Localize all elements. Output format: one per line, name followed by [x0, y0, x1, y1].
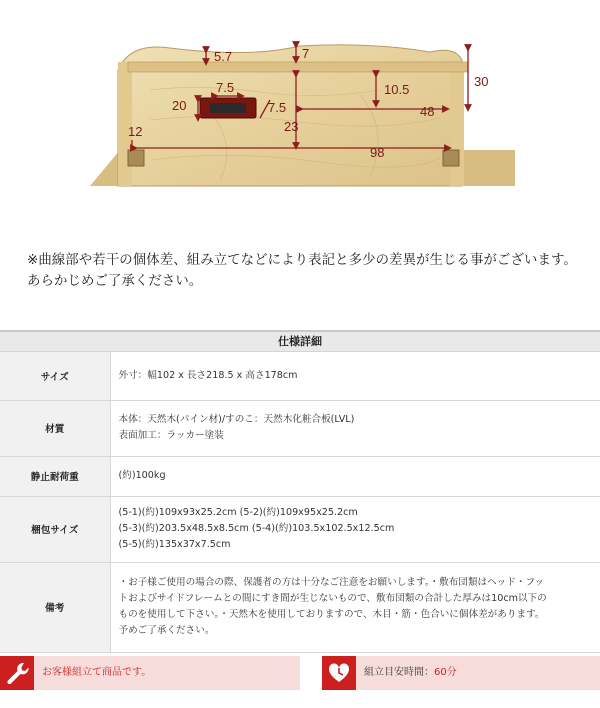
dimension-diagram: [0, 0, 600, 192]
right-post: [450, 62, 464, 186]
bracket-right: [443, 150, 459, 166]
spec-label-package: 梱包サイズ: [0, 496, 110, 562]
package-line: (5-3)(約)203.5x48.5x8.5cm (5-4)(約)103.5x102.5x12.5cm: [118, 523, 395, 534]
headboard-illustration: [0, 0, 600, 192]
spec-value-load: (約)100kg: [110, 456, 600, 496]
remarks-line: 予めご了承ください。: [118, 625, 215, 636]
spec-grid: [0, 352, 600, 653]
spec-row-load: [0, 456, 600, 496]
spec-label-size: サイズ: [0, 352, 110, 400]
remarks-line: ものを使用して下さい。・天然木を使用しておりますので、木目・筋・色合いに個体差があります。: [118, 609, 545, 620]
dim-shelf-top: 7: [302, 46, 310, 61]
spec-value-material: [110, 400, 600, 456]
variance-note: [27, 250, 587, 292]
assembly-time-value: 60分: [434, 667, 457, 678]
remarks-line: トおよびサイドフレームとの間にすき間が生じないもので、敷布団類の合計した厚みは10cm以下の: [118, 593, 547, 604]
package-line: (5-5)(約)135x37x7.5cm: [118, 539, 231, 550]
spec-row-material: [0, 400, 600, 456]
dim-post-width: 12: [128, 124, 143, 139]
shelf-board: [128, 62, 468, 72]
dim-outlet-side: 7.5: [268, 100, 287, 115]
spec-row-package: [0, 496, 600, 562]
dim-outlet-top: 7.5: [216, 80, 235, 95]
package-line: (5-1)(約)109x93x25.2cm (5-2)(約)109x95x25.2cm: [118, 507, 358, 518]
note-line-1: ※曲線部や若干の個体差、組み立てなどにより表記と多少の差異が生じる事がございます。: [27, 253, 577, 268]
spec-value-package: [110, 496, 600, 562]
assembly-label: お客様組立て商品です。: [42, 667, 152, 678]
dim-board-height: 23: [284, 119, 299, 134]
spec-label-load: 静止耐荷重: [0, 456, 110, 496]
material-line: 本体：天然木(パイン材)/すのこ：天然木化粧合板(LVL): [118, 414, 355, 425]
assembly-time-label: 組立目安時間：: [364, 667, 434, 678]
outlet-socket: [210, 103, 246, 113]
clock-heart-icon: [322, 656, 356, 690]
spec-title: 仕様詳細: [0, 332, 600, 352]
bracket-left: [128, 150, 144, 166]
info-banners: [0, 656, 600, 690]
spec-value-size: 外寸：幅102 x 長さ218.5 x 高さ178cm: [110, 352, 600, 400]
dim-total-height: 30: [474, 74, 489, 89]
dim-shelf-width: 48: [420, 104, 435, 119]
dim-outlet-width: 20: [172, 98, 187, 113]
spec-label-material: 材質: [0, 400, 110, 456]
note-line-2: あらかじめご了承ください。: [27, 274, 203, 289]
wrench-badge: [0, 656, 34, 690]
spec-row-size: [0, 352, 600, 400]
clock-badge: [322, 656, 356, 690]
dim-inner-width: 98: [370, 145, 385, 160]
assembly-time-banner: [322, 656, 600, 690]
spec-row-remarks: [0, 562, 600, 652]
spec-value-remarks: [110, 562, 600, 652]
remarks-line: ・お子様ご使用の場合の際、保護者の方は十分なご注意をお願いします。・敷布団類はヘッド・フッ: [118, 577, 544, 588]
assembly-banner: [0, 656, 300, 690]
dim-shelf-gap: 5.7: [214, 49, 233, 64]
material-line: 表面加工：ラッカー塗装: [118, 430, 224, 441]
dim-shelf-depth: 10.5: [384, 82, 410, 97]
spec-table: [0, 330, 600, 653]
spec-label-remarks: 備考: [0, 562, 110, 652]
wrench-icon: [0, 656, 34, 690]
assembly-time: [364, 656, 457, 690]
